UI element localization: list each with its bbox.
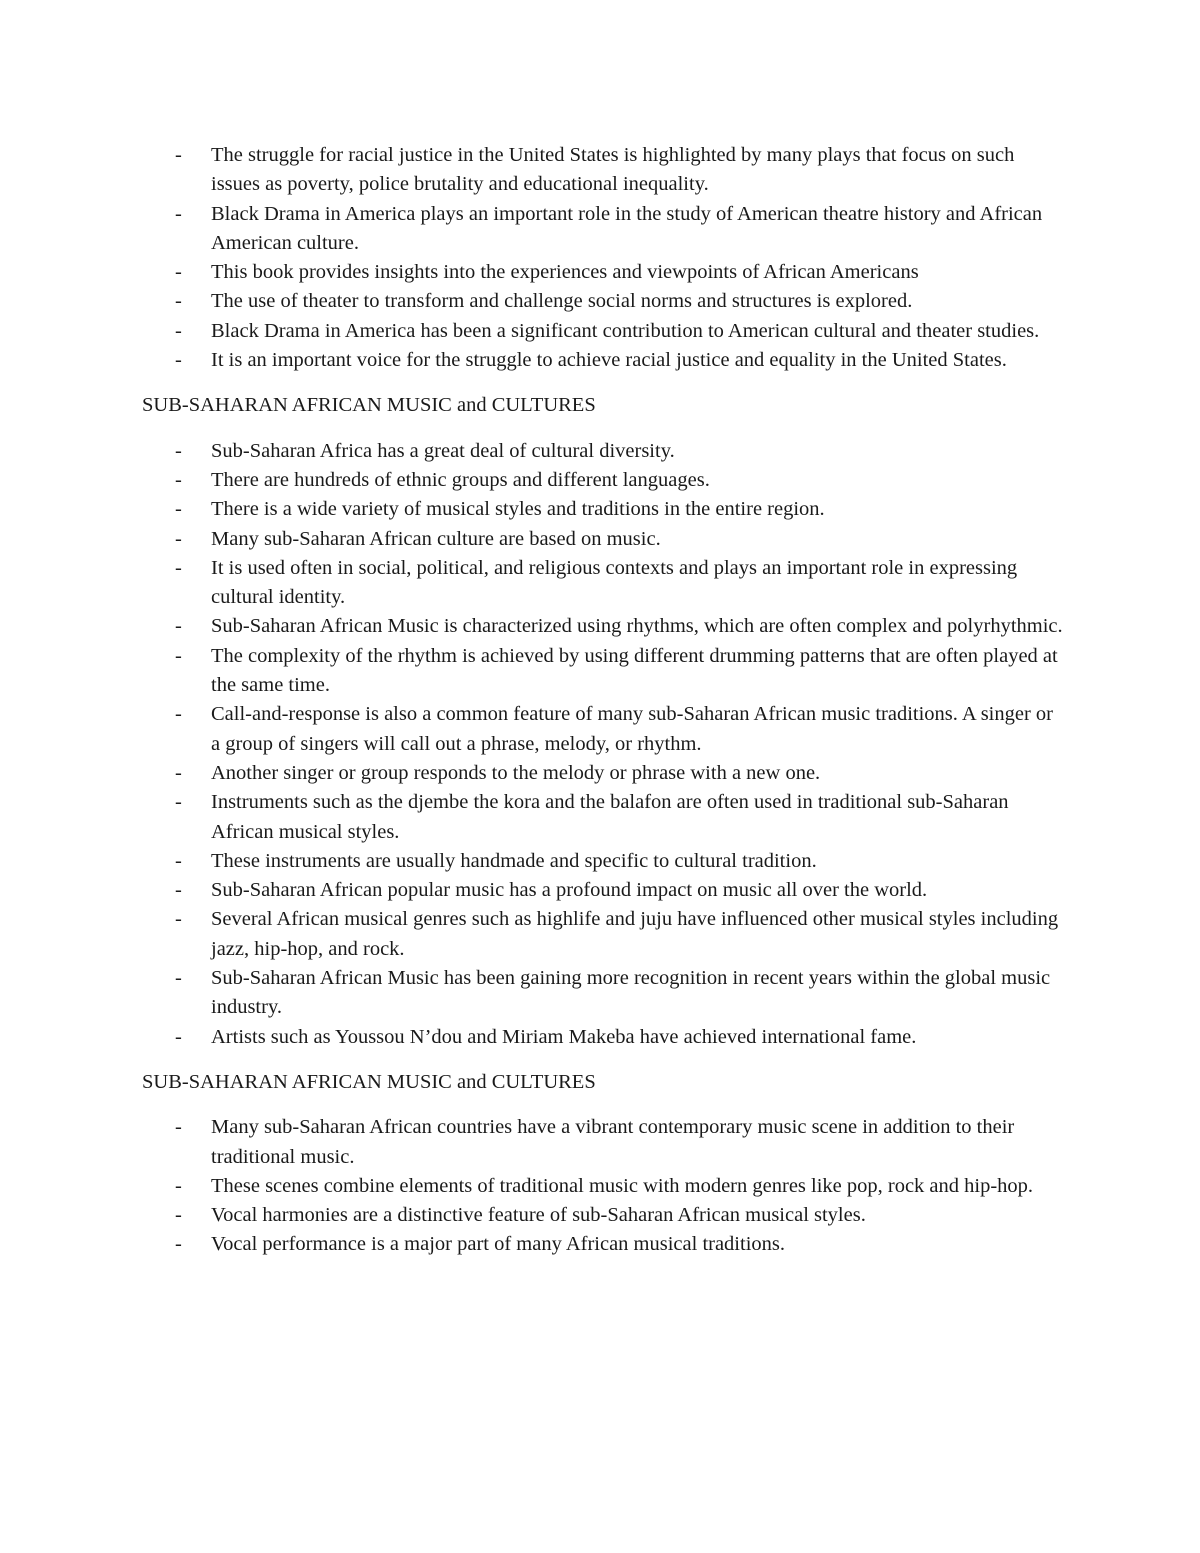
list-item-text: Many sub-Saharan African countries have a vibrant contemporary music scene in addition to their traditional music. xyxy=(211,1116,1015,1168)
bullet-list-black-drama xyxy=(142,141,1067,375)
bullet-dash: - xyxy=(175,791,182,814)
list-item xyxy=(142,759,1067,788)
bullet-dash: - xyxy=(175,498,182,521)
list-item xyxy=(142,847,1067,876)
list-item xyxy=(142,554,1067,613)
list-item-text: Black Drama in America plays an important role in the study of American theatre history and African American culture. xyxy=(211,202,1043,254)
list-item xyxy=(142,287,1067,316)
bullet-dash: - xyxy=(175,1204,182,1227)
list-item xyxy=(142,525,1067,554)
bullet-dash: - xyxy=(175,202,182,225)
list-item-text: It is used often in social, political, and religious contexts and plays an important role in expressing cultural identity. xyxy=(211,556,1018,609)
list-item xyxy=(142,141,1067,200)
list-item xyxy=(142,437,1067,466)
list-item xyxy=(142,1113,1067,1172)
list-item xyxy=(142,876,1067,905)
document-body xyxy=(142,141,1067,1260)
bullet-dash: - xyxy=(175,644,182,667)
list-item xyxy=(142,1230,1067,1259)
list-item-text: Artists such as Youssou N’dou and Miriam Makeba have achieved international fame. xyxy=(211,1025,917,1048)
spacer xyxy=(142,421,1067,437)
list-item xyxy=(142,700,1067,759)
list-item xyxy=(142,200,1067,259)
list-item-text: Call-and-response is also a common feature of many sub-Saharan African music traditions. A singer or a group of singers will call out a phrase, melody, or rhythm. xyxy=(211,703,1053,755)
list-item-text: Sub-Saharan African Music is characterized using rhythms, which are often complex and polyrhythmic. xyxy=(211,615,1063,638)
list-item-text: Sub-Saharan African Music has been gaining more recognition in recent years within the global music industry. xyxy=(211,967,1051,1019)
list-item xyxy=(142,466,1067,495)
bullet-list-contemporary-music xyxy=(142,1113,1067,1259)
list-item-text: This book provides insights into the experiences and viewpoints of African Americans xyxy=(211,261,919,284)
list-item-text: Vocal harmonies are a distinctive feature of sub-Saharan African musical styles. xyxy=(211,1204,866,1227)
section-heading: SUB-SAHARAN AFRICAN MUSIC and CULTURES xyxy=(142,1070,596,1093)
list-item xyxy=(142,1201,1067,1230)
list-item-text: These instruments are usually handmade and specific to cultural tradition. xyxy=(211,849,817,872)
bullet-dash: - xyxy=(175,879,182,902)
list-item-text: Several African musical genres such as highlife and juju have influenced other musical styles including jazz, hip-hop, and rock. xyxy=(211,908,1059,960)
bullet-dash: - xyxy=(175,849,182,872)
bullet-dash: - xyxy=(175,1174,182,1197)
list-item-text: Instruments such as the djembe the kora and the balafon are often used in traditional sub-Saharan African musical styles. xyxy=(211,791,1009,843)
list-item-text: Vocal performance is a major part of many African musical traditions. xyxy=(211,1233,785,1256)
bullet-dash: - xyxy=(175,556,182,579)
bullet-dash: - xyxy=(175,349,182,372)
list-item xyxy=(142,612,1067,641)
bullet-dash: - xyxy=(175,468,182,491)
bullet-dash: - xyxy=(175,967,182,990)
bullet-dash: - xyxy=(175,703,182,726)
spacer xyxy=(142,1097,1067,1113)
bullet-dash: - xyxy=(175,439,182,462)
list-item-text: There is a wide variety of musical styles and traditions in the entire region. xyxy=(211,498,825,521)
list-item xyxy=(142,258,1067,287)
list-item-text: Sub-Saharan African popular music has a profound impact on music all over the world. xyxy=(211,879,928,902)
bullet-dash: - xyxy=(175,1116,182,1139)
list-item-text: The use of theater to transform and challenge social norms and structures is explored. xyxy=(211,290,913,313)
bullet-dash: - xyxy=(175,261,182,284)
list-item-text: Many sub-Saharan African culture are based on music. xyxy=(211,527,661,550)
list-item-text: The complexity of the rhythm is achieved by using different drumming patterns that are often played at the same time. xyxy=(211,644,1058,697)
list-item-text: These scenes combine elements of traditional music with modern genres like pop, rock and hip-hop. xyxy=(211,1174,1034,1197)
bullet-dash: - xyxy=(175,1233,182,1256)
bullet-list-sub-saharan-music xyxy=(142,437,1067,1052)
bullet-dash: - xyxy=(175,908,182,931)
list-item-text: Another singer or group responds to the melody or phrase with a new one. xyxy=(211,761,821,784)
list-item xyxy=(142,1023,1067,1052)
list-item-text: It is an important voice for the struggle to achieve racial justice and equality in the United States. xyxy=(211,349,1007,372)
spacer xyxy=(142,375,1067,391)
list-item xyxy=(142,1172,1067,1201)
section-heading: SUB-SAHARAN AFRICAN MUSIC and CULTURES xyxy=(142,394,596,417)
list-item-text: Sub-Saharan Africa has a great deal of cultural diversity. xyxy=(211,439,675,462)
list-item xyxy=(142,905,1067,964)
list-item-text: Black Drama in America has been a significant contribution to American cultural and theater studies. xyxy=(211,319,1040,342)
bullet-dash: - xyxy=(175,527,182,550)
list-item-text: The struggle for racial justice in the United States is highlighted by many plays that focus on such issues as poverty, police brutality and educational inequality. xyxy=(211,144,1015,196)
list-item xyxy=(142,642,1067,701)
bullet-dash: - xyxy=(175,290,182,313)
list-item-text: There are hundreds of ethnic groups and different languages. xyxy=(211,468,710,491)
bullet-dash: - xyxy=(175,144,182,166)
list-item xyxy=(142,495,1067,524)
spacer xyxy=(142,1052,1067,1068)
list-item xyxy=(142,788,1067,847)
bullet-dash: - xyxy=(175,761,182,784)
list-item xyxy=(142,964,1067,1023)
list-item xyxy=(142,346,1067,375)
bullet-dash: - xyxy=(175,319,182,342)
bullet-dash: - xyxy=(175,1025,182,1048)
list-item xyxy=(142,317,1067,346)
bullet-dash: - xyxy=(175,615,182,638)
